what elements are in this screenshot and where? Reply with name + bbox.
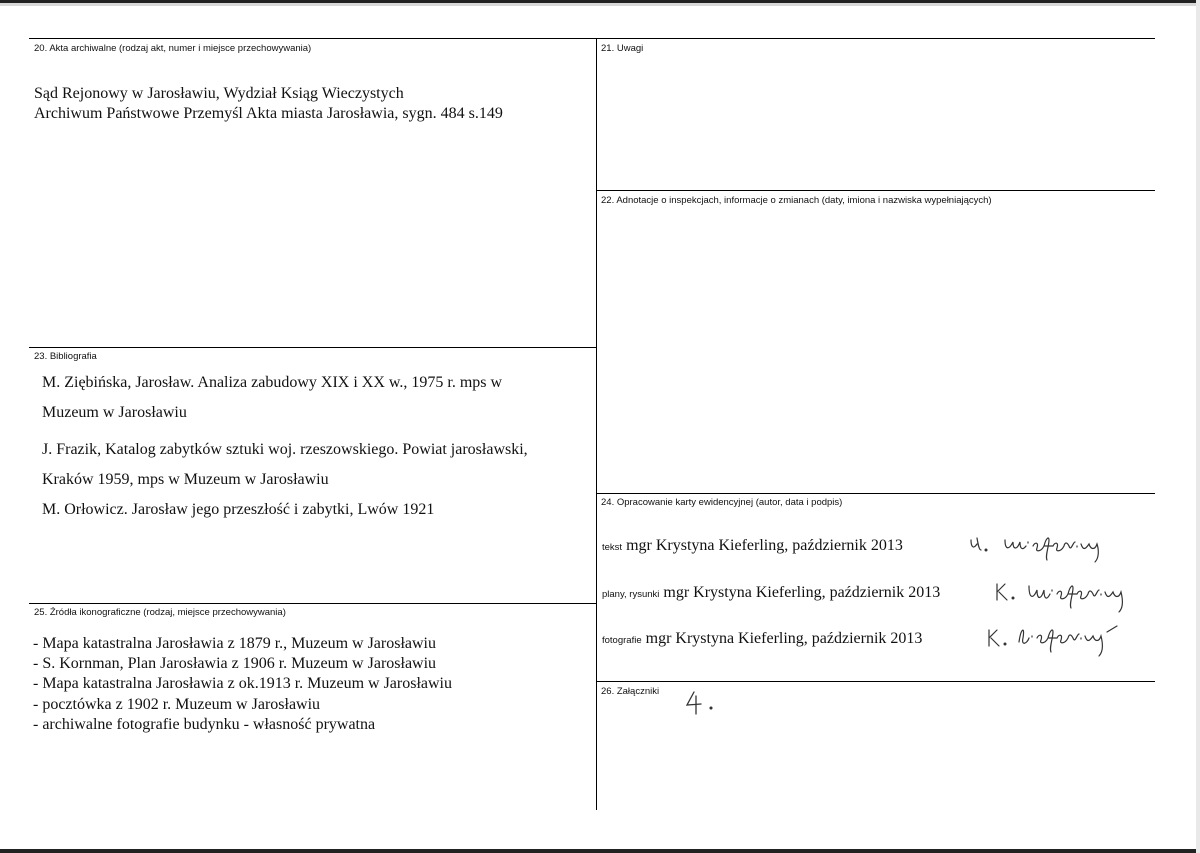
rule-23-25 bbox=[29, 603, 596, 604]
bibliography-line-5: M. Orłowicz. Jarosław jego przeszłość i zabytki, Lwów 1921 bbox=[42, 501, 435, 518]
bibliography-line-3: J. Frazik, Katalog zabytków sztuki woj. rzeszowskiego. Powiat jarosławski, bbox=[42, 441, 528, 458]
signature-photos bbox=[985, 622, 1135, 658]
iconography-line-1: - Mapa katastralna Jarosławia z 1879 r., Muzeum w Jarosławiu bbox=[33, 635, 436, 652]
signature-text bbox=[965, 528, 1115, 564]
signature-plans bbox=[993, 578, 1133, 614]
author-row-photos-prefix: fotografie bbox=[602, 635, 642, 646]
field-20-label: 20. Akta archiwalne (rodzaj akt, numer i miejsce przechowywania) bbox=[34, 43, 312, 54]
field-22-label: 22. Adnotacje o inspekcjach, informacje o zmianach (daty, imiona i nazwiska wypełniających) bbox=[601, 195, 992, 206]
field-20-line-1: Sąd Rejonowy w Jarosławiu, Wydział Ksiąg Wieczystych bbox=[34, 85, 404, 102]
author-row-text bbox=[602, 536, 903, 557]
field-26-label: 26. Załączniki bbox=[601, 686, 660, 697]
rule-21-22 bbox=[596, 190, 1155, 191]
author-row-plans-value: mgr Krystyna Kieferling, październik 2013 bbox=[663, 584, 941, 601]
scan-bottom-edge bbox=[0, 849, 1200, 853]
author-row-photos bbox=[602, 629, 922, 650]
scan-top-shadow bbox=[0, 3, 1200, 6]
author-row-text-prefix: tekst bbox=[602, 542, 623, 553]
iconography-line-4: - pocztówka z 1902 r. Muzeum w Jarosławiu bbox=[33, 696, 321, 713]
field-24-label: 24. Opracowanie karty ewidencyjnej (autor, data i podpis) bbox=[601, 497, 843, 508]
iconography-line-3: - Mapa katastralna Jarosławia z ok.1913 r. Muzeum w Jarosławiu bbox=[33, 675, 452, 692]
author-row-photos-value: mgr Krystyna Kieferling, październik 2013 bbox=[645, 630, 923, 647]
field-20-line-2: Archiwum Państwowe Przemyśl Akta miasta Jarosławia, sygn. 484 s.149 bbox=[34, 105, 503, 122]
iconography-line-2: - S. Kornman, Plan Jarosławia z 1906 r. Muzeum w Jarosławiu bbox=[33, 655, 437, 672]
iconography-line-5: - archiwalne fotografie budynku - własność prywatna bbox=[33, 716, 376, 733]
author-row-text-value: mgr Krystyna Kieferling, październik 2013 bbox=[626, 537, 903, 554]
scan-right-edge bbox=[1196, 0, 1200, 853]
field-25-label: 25. Źródła ikonograficzne (rodzaj, miejsce przechowywania) bbox=[34, 607, 286, 618]
author-row-plans bbox=[602, 583, 940, 604]
form-top-rule bbox=[29, 38, 1155, 39]
field-23-label: 23. Bibliografia bbox=[34, 351, 97, 362]
author-row-plans-prefix: plany, rysunki bbox=[602, 589, 660, 600]
rule-22-24 bbox=[596, 493, 1155, 494]
rule-20-23 bbox=[29, 347, 596, 348]
rule-24-26 bbox=[596, 681, 1155, 682]
column-divider bbox=[596, 38, 597, 810]
field-21-label: 21. Uwagi bbox=[601, 43, 644, 54]
attachments-handwritten-value bbox=[684, 690, 720, 716]
bibliography-line-4: Kraków 1959, mps w Muzeum w Jarosławiu bbox=[42, 471, 329, 488]
bibliography-line-1: M. Ziębińska, Jarosław. Analiza zabudowy XIX i XX w., 1975 r. mps w bbox=[42, 374, 503, 391]
bibliography-line-2: Muzeum w Jarosławiu bbox=[42, 404, 187, 421]
